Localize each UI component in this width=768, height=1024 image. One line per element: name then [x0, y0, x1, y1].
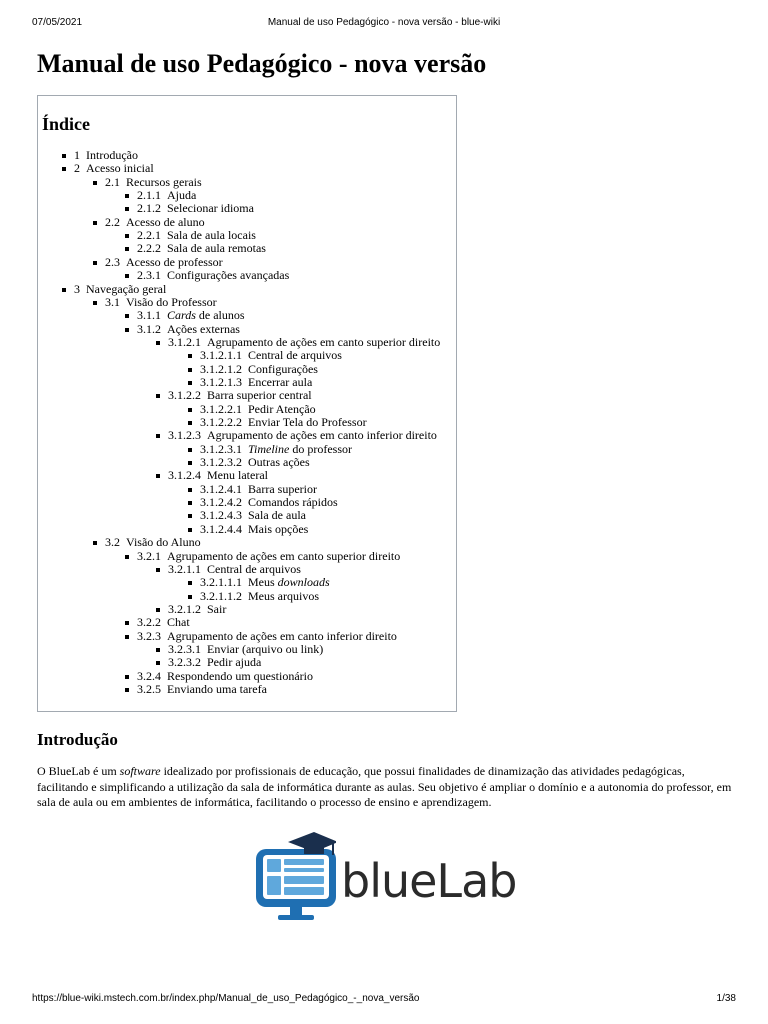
toc-item-number: 2.3.1	[137, 268, 161, 283]
print-title: Manual de uso Pedagógico - nova versão - blue-wiki	[267, 17, 501, 28]
toc-item-number: 3.1.2	[137, 321, 161, 336]
page-number: 1/38	[716, 993, 736, 1004]
toc-item-label: Acesso inicial	[86, 161, 154, 176]
print-header	[0, 17, 768, 31]
bullet-icon	[156, 648, 160, 652]
toc-item[interactable]	[137, 309, 245, 322]
bullet-icon	[188, 581, 192, 585]
toc-item-number: 3.2	[105, 535, 120, 550]
bullet-icon	[125, 328, 129, 332]
intro-text-start: O BlueLab é um	[37, 764, 120, 778]
bullet-icon	[188, 368, 192, 372]
toc-item-number: 3.1.2.1.2	[200, 361, 242, 376]
intro-text-italic: software	[119, 764, 161, 778]
toc-item-number: 3.2.1.1.1	[200, 575, 242, 590]
bullet-icon	[125, 234, 129, 238]
toc-item-label: Respondendo um questionário	[167, 668, 313, 683]
print-footer	[0, 993, 768, 1007]
toc-item[interactable]	[200, 509, 306, 522]
toc-item[interactable]	[168, 336, 440, 349]
toc-item-number: 3.1.2.4	[168, 468, 201, 483]
bullet-icon	[156, 434, 160, 438]
toc-item[interactable]	[200, 376, 312, 389]
bullet-icon	[188, 461, 192, 465]
intro-paragraph	[37, 764, 737, 811]
bullet-icon	[93, 181, 97, 185]
toc-item-italic: Cards	[167, 308, 196, 323]
toc-item-label: Pedir Atenção	[248, 401, 316, 416]
toc-item-label: Agrupamento de ações em canto inferior direito	[167, 628, 397, 643]
toc-item[interactable]	[137, 670, 313, 683]
bullet-icon	[156, 568, 160, 572]
bullet-icon	[62, 288, 66, 292]
toc-item-label: Introdução	[86, 148, 138, 162]
toc-item-label: Visão do Aluno	[126, 535, 201, 550]
toc-item-label: Barra superior central	[207, 388, 312, 403]
toc-item-number: 3.1.2.3	[168, 428, 201, 443]
toc-item[interactable]	[137, 202, 254, 215]
bullet-icon	[156, 394, 160, 398]
toc-item-number: 2.3	[105, 254, 120, 269]
toc-item-label: Barra superior	[248, 481, 317, 496]
toc-item-label: Selecionar idioma	[167, 201, 254, 216]
toc-item[interactable]	[137, 229, 256, 242]
toc-item-label: Acesso de aluno	[126, 214, 205, 229]
toc-item-number: 3.2.3.2	[168, 655, 201, 670]
toc-item-label: Ajuda	[167, 188, 197, 203]
bullet-icon	[125, 688, 129, 692]
toc-item[interactable]	[137, 683, 267, 696]
bullet-icon	[125, 555, 129, 559]
toc-item-number: 3.1.2.1.1	[200, 348, 242, 363]
toc-item-label: Mais opções	[248, 521, 309, 536]
toc-item-number: 3.1.2.1	[168, 334, 201, 349]
toc-item-number: 3.2.3	[137, 628, 161, 643]
toc-item[interactable]	[200, 349, 342, 362]
toc-item-label: Agrupamento de ações em canto superior direito	[207, 334, 441, 349]
toc-item[interactable]	[137, 630, 397, 643]
print-url: https://blue-wiki.mstech.com.br/index.php/Manual_de_uso_Pedagógico_-_nova_versão	[32, 993, 420, 1004]
toc-item-label: Comandos rápidos	[248, 495, 338, 510]
bullet-icon	[125, 247, 129, 251]
toc-item-label: Configurações avançadas	[167, 268, 290, 283]
bullet-icon	[156, 474, 160, 478]
toc-item[interactable]	[200, 416, 367, 429]
bullet-icon	[125, 621, 129, 625]
toc-item-number: 3.2.1.1.2	[200, 588, 242, 603]
bullet-icon	[93, 261, 97, 265]
toc-item-label: Recursos gerais	[126, 174, 202, 189]
toc-item-number: 3.1.1	[137, 308, 161, 323]
toc-item-number: 2.1	[105, 174, 120, 189]
toc-item-number: 3.2.1.1	[168, 561, 201, 576]
toc-item-label: Sala de aula locais	[167, 228, 256, 243]
toc-item[interactable]	[168, 603, 226, 616]
toc-item-label: Meus	[248, 575, 278, 590]
toc-item-number: 2.2	[105, 214, 120, 229]
toc-item-label: Sala de aula remotas	[167, 241, 266, 256]
bullet-icon	[93, 541, 97, 545]
toc-item-number: 2.1.1	[137, 188, 161, 203]
toc-item-label: Configurações	[248, 361, 318, 376]
bullet-icon	[156, 341, 160, 345]
bullet-icon	[93, 221, 97, 225]
bullet-icon	[125, 207, 129, 211]
toc-item[interactable]	[105, 296, 217, 309]
toc-item-label: Ações externas	[167, 321, 240, 336]
toc-item-label: Sala de aula	[248, 508, 306, 523]
bullet-icon	[188, 381, 192, 385]
bluelab-logo	[226, 824, 546, 939]
toc-item-number: 3.2.1	[137, 548, 161, 563]
bullet-icon	[62, 154, 66, 158]
toc-item[interactable]	[168, 469, 268, 482]
toc-item-number: 3.1.2.4.1	[200, 481, 242, 496]
toc-item-number: 3.1.2.2.2	[200, 415, 242, 429]
toc-item[interactable]	[105, 256, 223, 269]
toc-item-number: 3.1.2.1.3	[200, 374, 242, 389]
toc-item[interactable]	[200, 523, 308, 536]
bullet-icon	[188, 514, 192, 518]
bullet-icon	[125, 194, 129, 198]
toc-item[interactable]	[137, 323, 240, 336]
toc-item[interactable]	[74, 149, 138, 162]
toc-item[interactable]	[105, 176, 202, 189]
toc-item[interactable]	[200, 403, 316, 416]
toc-item-number: 2.1.2	[137, 201, 161, 216]
toc-item-number: 3.2.2	[137, 615, 161, 630]
toc-item-number: 3.1.2.3.2	[200, 455, 242, 470]
toc-item-number: 3.2.3.1	[168, 641, 201, 656]
toc-item-label: Agrupamento de ações em canto inferior direito	[207, 428, 437, 443]
toc-item-label: Chat	[167, 615, 190, 630]
bullet-icon	[125, 675, 129, 679]
toc-item-number: 3.2.5	[137, 682, 161, 696]
toc-item-label: Enviando uma tarefa	[167, 682, 267, 696]
bullet-icon	[125, 635, 129, 639]
toc-item-label: Encerrar aula	[248, 374, 313, 389]
bullet-icon	[93, 301, 97, 305]
bullet-icon	[188, 595, 192, 599]
toc-item[interactable]	[168, 389, 312, 402]
toc-item[interactable]	[200, 483, 317, 496]
monitor-cap-icon	[226, 824, 336, 939]
toc-item-number: 2	[74, 161, 80, 176]
toc-item-label: Central de arquivos	[207, 561, 301, 576]
toc-item[interactable]	[105, 536, 201, 549]
toc-item[interactable]	[200, 363, 318, 376]
section-heading-introducao: Introdução	[37, 730, 118, 749]
bullet-icon	[125, 274, 129, 278]
toc-item-number: 3.1.2.4.3	[200, 508, 242, 523]
toc-item-label: Pedir ajuda	[207, 655, 262, 670]
toc-item-number: 1	[74, 148, 80, 162]
toc-item-number: 3.1.2.4.4	[200, 521, 242, 536]
toc-item-label: Meus arquivos	[248, 588, 319, 603]
print-date: 07/05/2021	[32, 17, 83, 28]
toc-item-number: 3.1.2.2.1	[200, 401, 242, 416]
toc-item[interactable]	[200, 456, 310, 469]
toc-item-number: 3.2.4	[137, 668, 161, 683]
toc-item-number: 3.1.2.4.2	[200, 495, 242, 510]
toc-item-label: Enviar (arquivo ou link)	[207, 641, 324, 656]
toc-item-italic: downloads	[277, 575, 330, 590]
toc-item-number: 3.2.1.2	[168, 601, 201, 616]
toc-item[interactable]	[168, 656, 261, 669]
toc-item[interactable]	[74, 283, 166, 296]
toc-item-label: Enviar Tela do Professor	[248, 415, 367, 429]
bullet-icon	[188, 354, 192, 358]
bullet-icon	[156, 608, 160, 612]
toc-item[interactable]	[74, 162, 154, 175]
toc-item[interactable]	[168, 429, 437, 442]
bullet-icon	[188, 488, 192, 492]
toc-item[interactable]	[200, 443, 352, 456]
bullet-icon	[125, 314, 129, 318]
toc-item-number: 3.1.2.3.1	[200, 441, 242, 456]
toc-item-label: Central de arquivos	[248, 348, 342, 363]
logo-wordmark: blueLab	[341, 854, 517, 908]
toc-item-label: Navegação geral	[86, 281, 167, 296]
toc-item-number: 2.2.1	[137, 228, 161, 243]
intro-text-rest: idealizado por profissionais de educação, que possui finalidades de dinamização das atividades pedagógicas, facilitando e simplificando a utilização da sala de informática durante as aulas. Seu objetivo é ampliar o domínio e a autonomia do professor, em sala de aula ou em ambientes de informática, facilitando o processo de ensino e aprendizagem.	[37, 764, 732, 809]
bullet-icon	[188, 448, 192, 452]
toc-item[interactable]	[105, 216, 205, 229]
toc-item-label: Acesso de professor	[126, 254, 223, 269]
toc-item-number: 3.1	[105, 294, 120, 309]
toc-item[interactable]	[200, 576, 330, 589]
toc-item-label: de alunos	[195, 308, 245, 323]
toc-item[interactable]	[137, 189, 196, 202]
toc-item[interactable]	[168, 643, 323, 656]
toc-item-label: Visão do Professor	[126, 294, 217, 309]
toc-item-label: Menu lateral	[207, 468, 268, 483]
toc-item-number: 3	[74, 281, 80, 296]
toc-item-italic: Timeline	[248, 441, 290, 456]
toc-item-number: 3.1.2.2	[168, 388, 201, 403]
toc-item-number: 2.2.2	[137, 241, 161, 256]
bullet-icon	[188, 501, 192, 505]
bullet-icon	[188, 421, 192, 425]
toc-item[interactable]	[200, 590, 319, 603]
toc-item[interactable]	[137, 269, 289, 282]
bullet-icon	[188, 528, 192, 532]
toc-item-label: Outras ações	[248, 455, 310, 470]
bullet-icon	[156, 661, 160, 665]
toc-item-label: do professor	[289, 441, 352, 456]
page-title: Manual de uso Pedagógico - nova versão	[37, 49, 487, 78]
toc-item-label: Sair	[207, 601, 227, 616]
bullet-icon	[62, 167, 66, 171]
toc-item[interactable]	[137, 550, 400, 563]
toc-item[interactable]	[200, 496, 338, 509]
bullet-icon	[188, 408, 192, 412]
toc-item-label: Agrupamento de ações em canto superior direito	[167, 548, 401, 563]
toc-item[interactable]	[137, 616, 190, 629]
toc-item[interactable]	[137, 242, 266, 255]
toc-title: Índice	[42, 114, 91, 134]
toc-item[interactable]	[168, 563, 301, 576]
